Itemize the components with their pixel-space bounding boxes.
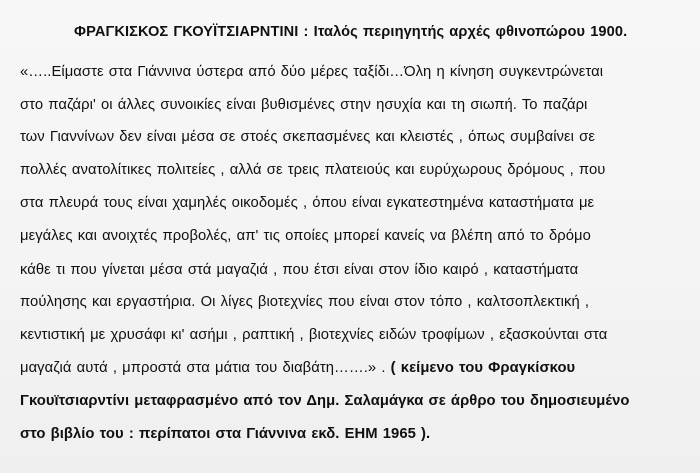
citation-line-2: Γκουϊτσιαρντίνι μεταφρασμένο από τον Δημ. Σαλαμάγκα σε άρθρο του δημοσιευμένο [20,393,630,409]
body-line-4: πολλές ανατολίτικες πολιτείες , αλλά σε τρεις πλατειούς και ευρύχωρους δρόμους , που [20,162,606,178]
body-line-9: κεντιστική με χρυσάφι κι' ασήμι , ραπτική , βιοτεχνίες ειδών τροφίμων , εξασκούνται στα [20,327,608,343]
quote-ending: μαγαζιά αυτά , μπροστά στα μάτια του διαβάτη…….» . [20,360,386,376]
body-line-5: στα πλευρά τους είναι χαμηλές οικοδομές , όπου είναι εγκατεστημένα καταστήματα με [20,195,595,211]
body-line-2: στο παζάρι' οι άλλες συνοικίες είναι βυθισμένες στην ησυχία και τη σιωπή. Το παζάρι [20,97,588,113]
body-line-7: κάθε τι που γίνεται μέσα στά μαγαζιά , που έτσι είναι στον ίδιο καιρό , καταστήματα [20,262,579,278]
body-line-8: πούλησης και εργαστήρια. Οι λίγες βιοτεχνίες που είναι στον τόπο , καλτσοπλεκτική , [20,294,590,310]
citation-start: ( κείμενο του Φραγκίσκου [385,360,576,376]
body-line-6: μεγάλες και ανοιχτές προβολές, απ' τις οποίες μπορεί κανείς να βλέπη από το δρόμο [20,228,591,244]
body-line-10 [20,358,680,378]
body-line-3: των Γιαννίνων δεν είναι μέσα σε στοές σκεπασμένες και κλειστές , όπως συμβαίνει σε [20,129,595,145]
citation-line-3: στο βιβλίο του : περίπατοι στα Γιάννινα εκδ. ΕΗΜ 1965 ). [20,426,431,442]
body-line-1: «…..Είμαστε στα Γιάννινα ύστερα από δύο μέρες ταξίδι…Όλη η κίνηση συγκεντρώνεται [20,64,604,80]
document-heading: ΦΡΑΓΚΙΣΚΟΣ ΓΚΟΥΪΤΣΙΑΡΝΤΙΝΙ : Ιταλός περιηγητής αρχές φθινοπώρου 1900. [74,24,628,40]
